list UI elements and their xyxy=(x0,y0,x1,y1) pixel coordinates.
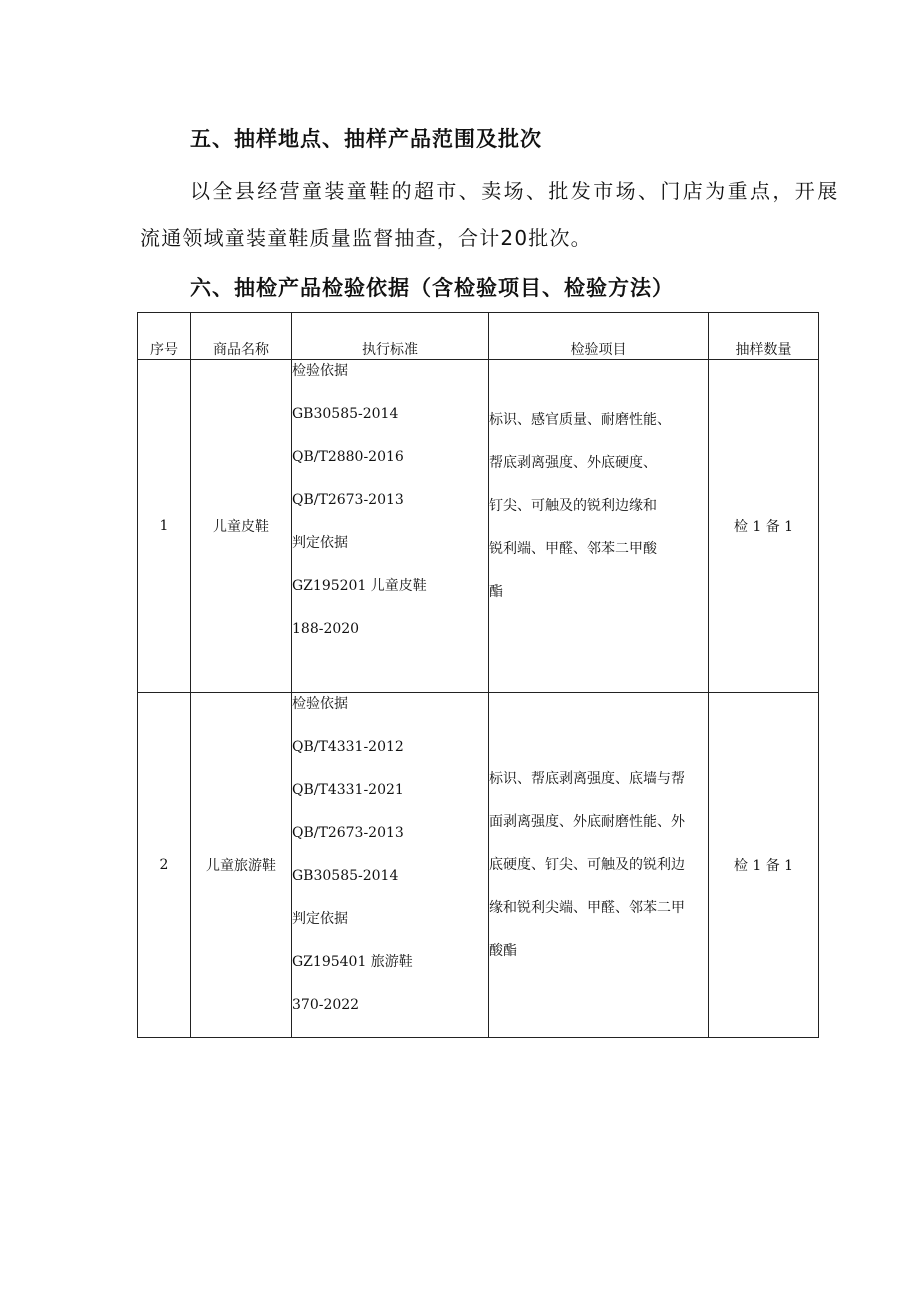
row-test-items xyxy=(489,360,709,693)
standard-line: QB/T4331-2021 xyxy=(292,782,404,798)
row-product-name: 儿童皮鞋 xyxy=(191,360,292,693)
row-standards xyxy=(292,360,489,693)
table-row xyxy=(138,693,819,1038)
test-item-line: 酯 xyxy=(489,583,503,600)
test-item-line: 标识、感官质量、耐磨性能、 xyxy=(489,411,671,428)
row-standards xyxy=(292,693,489,1038)
test-item-line: 标识、帮底剥离强度、底墙与帮 xyxy=(489,770,685,787)
standard-line: QB/T2673-2013 xyxy=(292,825,404,841)
test-item-line: 帮底剥离强度、外底硬度、 xyxy=(489,454,657,471)
header-standard: 执行标准 xyxy=(292,313,489,360)
test-item-line: 钉尖、可触及的锐利边缘和 xyxy=(489,497,657,514)
inspection-table xyxy=(137,312,819,1038)
header-sample-quantity: 抽样数量 xyxy=(709,313,819,360)
standard-line: QB/T2880-2016 xyxy=(292,449,404,465)
standard-line: 370-2022 xyxy=(292,997,360,1013)
standard-line: 检验依据 xyxy=(292,363,348,379)
table-header-row xyxy=(138,313,819,360)
row-product-name: 儿童旅游鞋 xyxy=(191,693,292,1038)
header-test-items: 检验项目 xyxy=(489,313,709,360)
section-5-paragraph-line-1: 以全县经营童装童鞋的超市、卖场、批发市场、门店为重点，开展 xyxy=(190,179,840,203)
row-serial-no: 1 xyxy=(138,360,191,693)
standard-line: GZ195201 儿童皮鞋 xyxy=(292,578,427,594)
header-product-name: 商品名称 xyxy=(191,313,292,360)
test-item-line: 面剥离强度、外底耐磨性能、外 xyxy=(489,813,685,830)
standard-line: 检验依据 xyxy=(292,696,348,712)
header-serial-no: 序号 xyxy=(138,313,191,360)
test-item-line: 缘和锐利尖端、甲醛、邻苯二甲 xyxy=(489,899,685,916)
row-sample-quantity: 检 1 备 1 xyxy=(709,360,819,693)
standard-line: GZ195401 旅游鞋 xyxy=(292,954,413,970)
standard-line: 188-2020 xyxy=(292,621,360,637)
row-serial-no: 2 xyxy=(138,693,191,1038)
standard-line: GB30585-2014 xyxy=(292,868,399,884)
test-item-line: 锐利端、甲醛、邻苯二甲酸 xyxy=(489,540,657,557)
test-item-line: 酸酯 xyxy=(489,942,517,959)
standard-line: QB/T2673-2013 xyxy=(292,492,404,508)
row-sample-quantity: 检 1 备 1 xyxy=(709,693,819,1038)
test-item-line: 底硬度、钉尖、可触及的锐利边 xyxy=(489,856,685,873)
section-5-heading: 五、抽样地点、抽样产品范围及批次 xyxy=(190,127,542,151)
standard-line: 判定依据 xyxy=(292,535,348,551)
standard-line: GB30585-2014 xyxy=(292,406,399,422)
table-row xyxy=(138,360,819,693)
section-5-paragraph-line-2: 流通领域童装童鞋质量监督抽查，合计20批次。 xyxy=(140,226,592,250)
standard-line: 判定依据 xyxy=(292,911,348,927)
section-6-heading: 六、抽检产品检验依据（含检验项目、检验方法） xyxy=(190,276,674,300)
row-test-items xyxy=(489,693,709,1038)
standard-line: QB/T4331-2012 xyxy=(292,739,404,755)
